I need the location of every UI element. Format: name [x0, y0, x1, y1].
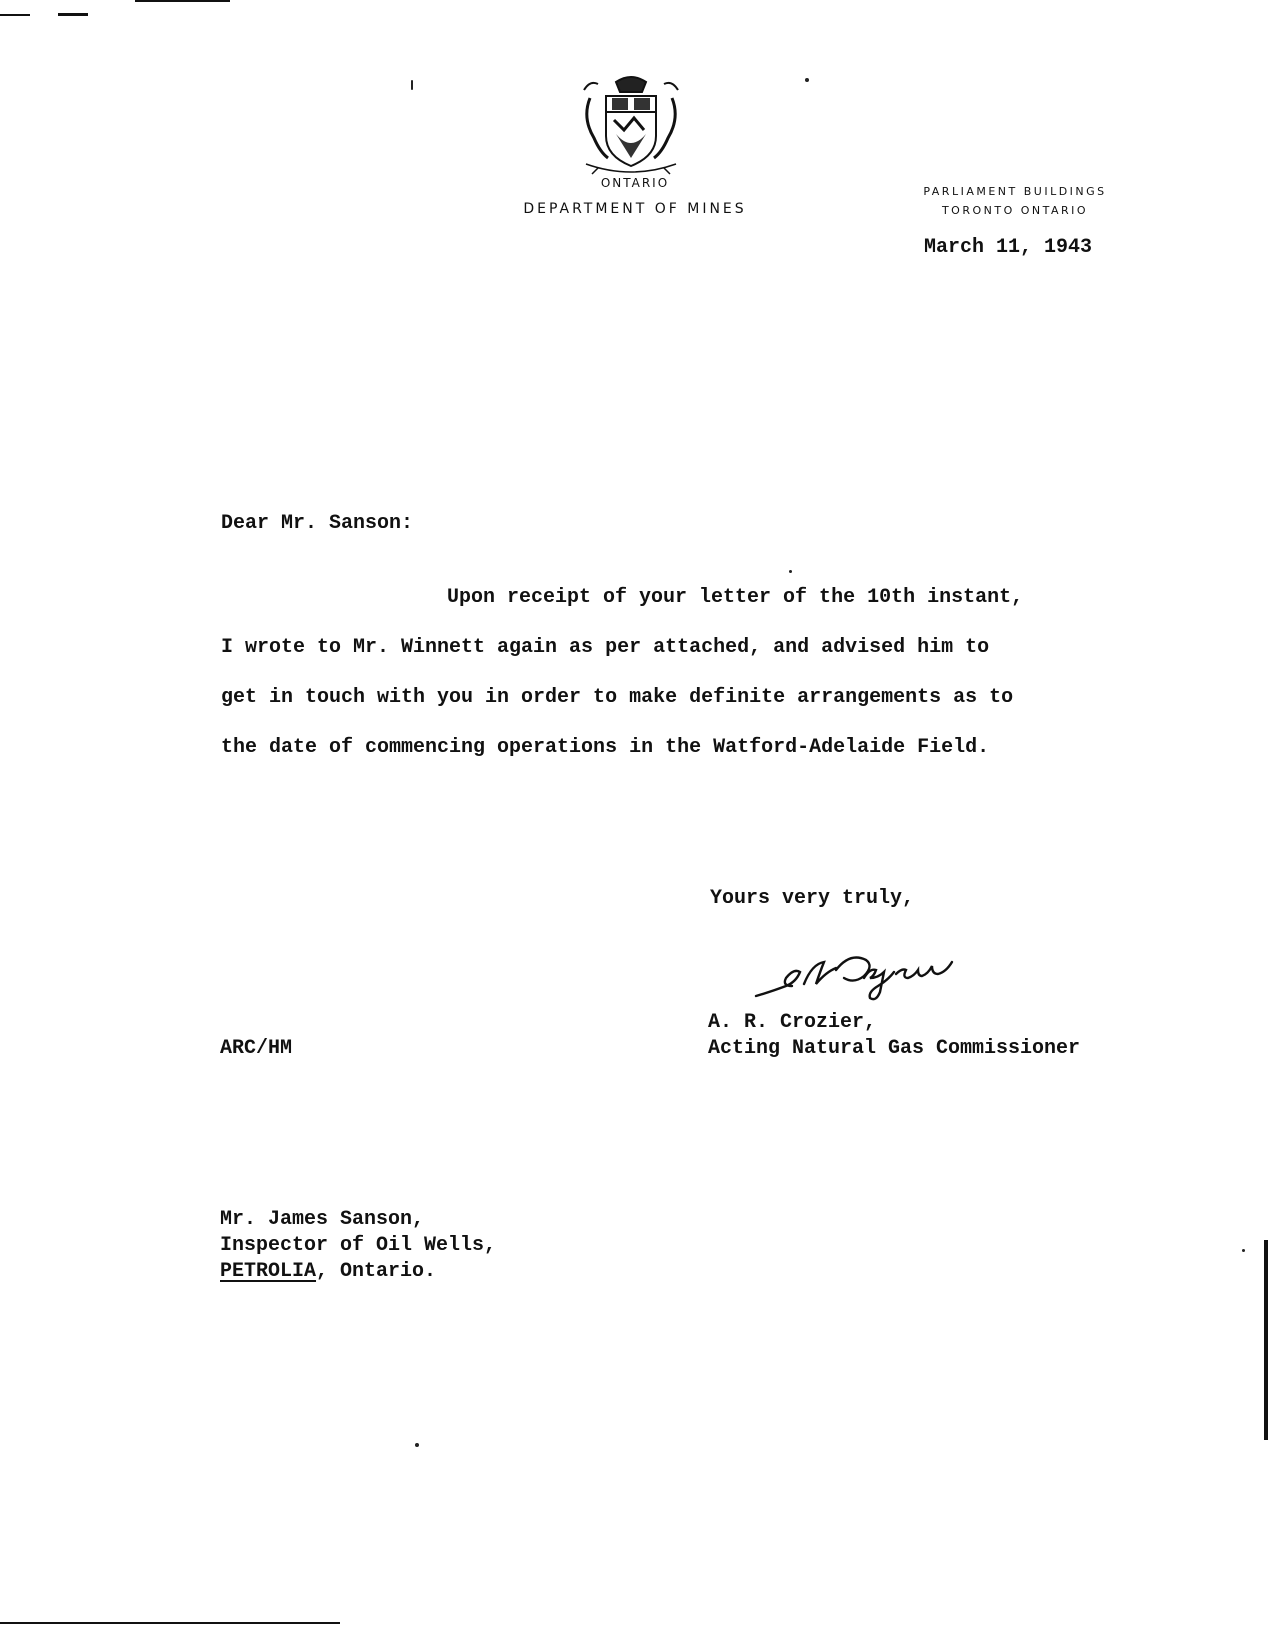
recipient-city-line	[220, 1260, 436, 1284]
letterhead-address-line2: TORONTO ONTARIO	[941, 204, 1089, 217]
letterhead-address-line1: PARLIAMENT BUILDINGS	[923, 185, 1107, 198]
recipient-title: Inspector of Oil Wells,	[220, 1234, 497, 1257]
scan-mark	[0, 14, 30, 16]
scan-speck	[411, 80, 413, 90]
body-line-3: get in touch with you in order to make definite arrangements as to	[221, 686, 1014, 709]
scan-edge	[1264, 1240, 1268, 1440]
scan-speck	[789, 570, 792, 573]
handwritten-signature-icon	[752, 944, 967, 1006]
closing: Yours very truly,	[710, 887, 915, 910]
letter-date: March 11, 1943	[924, 236, 1093, 259]
body-line-4: the date of commencing operations in the Watford-Adelaide Field.	[221, 736, 990, 759]
scan-speck	[415, 1443, 419, 1447]
body-line-1: Upon receipt of your letter of the 10th instant,	[447, 586, 1024, 609]
recipient-name: Mr. James Sanson,	[220, 1208, 425, 1231]
recipient-province: , Ontario.	[316, 1260, 437, 1283]
scan-mark	[58, 13, 88, 16]
scan-speck	[1242, 1249, 1245, 1252]
scan-edge	[0, 1622, 340, 1624]
recipient-city: PETROLIA	[220, 1260, 317, 1283]
letterhead-department: DEPARTMENT OF MINES	[523, 201, 747, 217]
body-line-2: I wrote to Mr. Winnett again as per attached, and advised him to	[221, 636, 990, 659]
signer-name: A. R. Crozier,	[708, 1011, 877, 1034]
letterhead-province: ONTARIO	[600, 176, 670, 190]
scan-speck	[805, 78, 809, 82]
signer-title: Acting Natural Gas Commissioner	[708, 1037, 1081, 1060]
reference-initials: ARC/HM	[220, 1037, 293, 1060]
ontario-coat-of-arms-icon	[576, 68, 686, 176]
scan-mark	[135, 0, 230, 2]
salutation: Dear Mr. Sanson:	[221, 512, 414, 535]
